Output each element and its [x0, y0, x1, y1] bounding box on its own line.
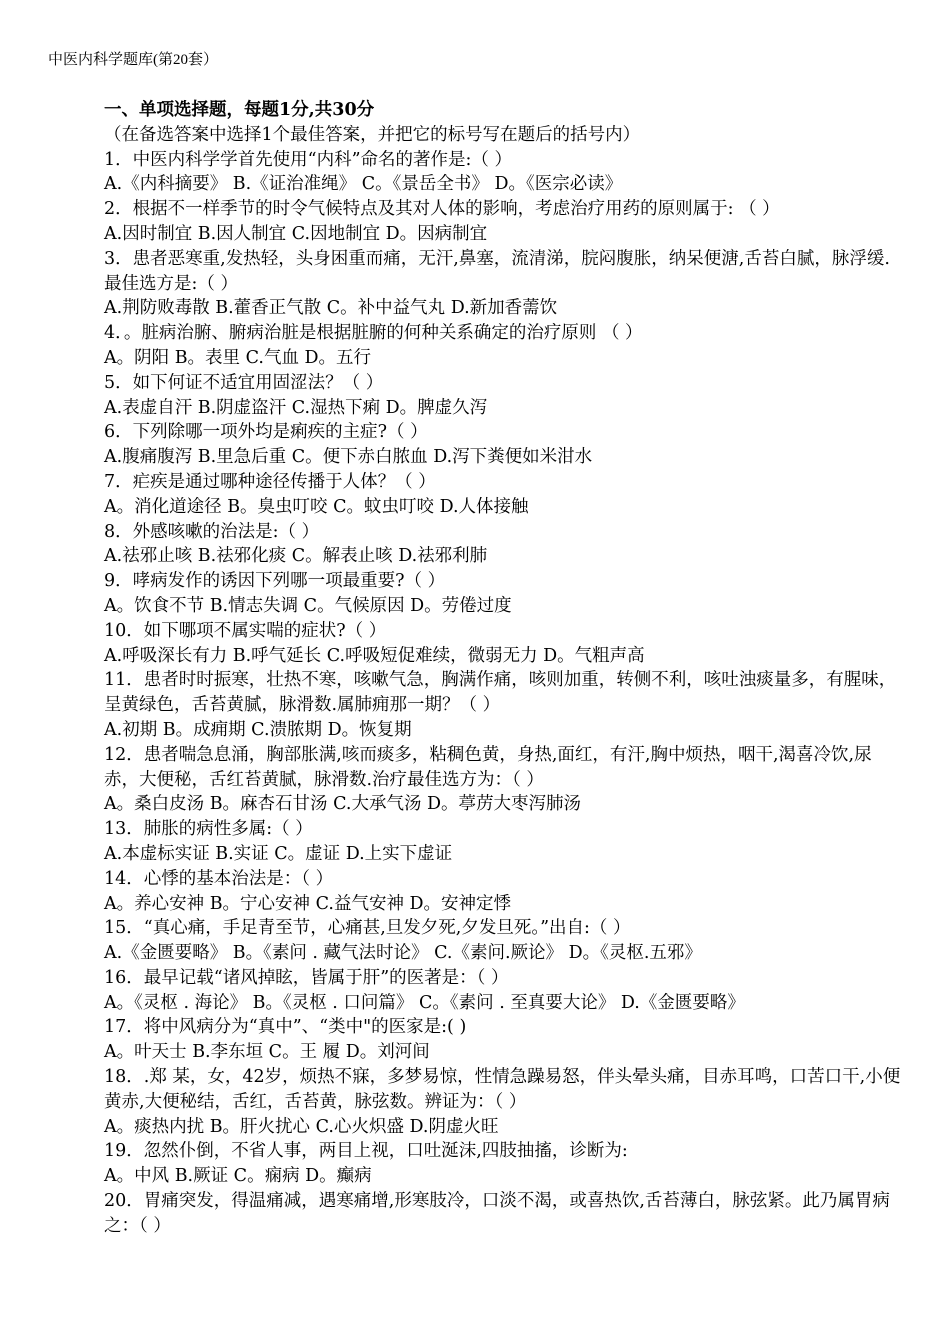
question-text: 11．患者时时振寒，壮热不寒，咳嗽气急，胸满作痛，咳则加重，转侧不利，咳吐浊痰量多，有腥味，呈黄绿色，舌苔黄腻，脉滑数.属肺痈那一期？（ ） [104, 670, 897, 716]
answer-options: A.荆防败毒散 B.藿香正气散 C。补中益气丸 D.新加香薷饮 [104, 298, 558, 319]
question-list [104, 98, 904, 1239]
answer-options: A.呼吸深长有力 B.呼气延长 C.呼吸短促难续，微弱无力 D。气粗声高 [104, 645, 645, 666]
answer-options: A。痰热内扰 B。肝火扰心 C.心火炽盛 D.阴虚火旺 [104, 1116, 499, 1137]
answer-options: A。饮食不节 B.情志失调 C。气候原因 D。劳倦过度 [104, 595, 512, 616]
question-text: 8．外感咳嗽的治法是:（ ） [104, 521, 320, 542]
answer-options: A。叶天士 B.李东垣 C。王 履 D。刘河间 [104, 1042, 430, 1063]
document-title: 中医内科学题库(第20套） [48, 52, 218, 68]
question-text: 6．下列除哪一项外均是痢疾的主症?（ ） [104, 422, 428, 443]
answer-options: A。中风 B.厥证 C。痫病 D。癫病 [104, 1166, 372, 1187]
section-heading-title: 一、单项选择题，每题1分,共30分 [104, 100, 375, 120]
answer-options: A.《内科摘要》 B.《证治准绳》 C。《景岳全书》 D。《医宗必读》 [104, 174, 623, 195]
answer-options: A.本虚标实证 B.实证 C。虚证 D.上实下虚证 [104, 843, 453, 864]
answer-options: A。养心安神 B。宁心安神 C.益气安神 D。安神定悸 [104, 893, 512, 914]
question-text: 14．心悸的基本治法是：（ ） [104, 868, 334, 889]
answer-options: A.因时制宜 B.因人制宜 C.因地制宜 D。因病制宜 [104, 223, 488, 244]
question-text: 4．。脏病治腑、腑病治脏是根据脏腑的何种关系确定的治疗原则 （ ） [104, 323, 643, 344]
question-text: 12．患者喘急息涌，胸部胀满,咳而痰多，粘稠色黄，身热,面红，有汗,胸中烦热，咽干,渴喜冷饮,尿赤，大便秘，舌红苔黄腻，脉滑数.治疗最佳选方为：（ ） [104, 744, 872, 790]
question-text: 16．最早记载“诸风掉眩，皆属于肝”的医著是：（ ） [104, 967, 509, 988]
section-heading [104, 98, 904, 148]
question-text: 5．如下何证不适宜用固涩法？（ ） [104, 372, 384, 393]
question-text: 19．忽然仆倒，不省人事，两目上视，口吐涎沫,四肢抽搐，诊断为: [104, 1141, 628, 1162]
question-text: 1．中医内科学学首先使用“内科”命名的著作是:（ ） [104, 149, 512, 170]
answer-options: A.祛邪止咳 B.祛邪化痰 C。解表止咳 D.祛邪利肺 [104, 546, 488, 567]
question-text: 2．根据不一样季节的时令气候特点及其对人体的影响，考虑治疗用药的原则属于: （ ） [104, 199, 780, 220]
question-text: 18．.郑 某，女，42岁，烦热不寐，多梦易惊，性情急躁易怒，伴头晕头痛，目赤耳鸣，口苦口干,小便黄赤,大便秘结，舌红，舌苔黄，脉弦数。辨证为：（ ） [104, 1067, 901, 1112]
answer-options: A。桑白皮汤 B。麻杏石甘汤 C.大承气汤 D。葶苈大枣泻肺汤 [104, 794, 582, 815]
question-text: 10．如下哪项不属实喘的症状?（ ） [104, 620, 387, 641]
question-text: 13．肺胀的病性多属:（ ） [104, 819, 313, 840]
question-text: 17．将中风病分为“真中”、“类中"的医家是:( ) [104, 1017, 467, 1038]
question-text: 15．“真心痛，手足青至节，心痛甚,旦发夕死,夕发旦死。”出自:（ ） [104, 918, 631, 939]
answer-options: A.表虚自汗 B.阴虚盗汗 C.湿热下痢 D。脾虚久泻 [104, 397, 488, 418]
answer-options: A。《灵枢 . 海论》 B。《灵枢 . 口问篇》 C。《素问 . 至真要大论》 D.《金匮要略》 [104, 992, 745, 1013]
question-text: 7．疟疾是通过哪种途径传播于人体？（ ） [104, 471, 436, 492]
answer-options: A.《金匮要略》 B。《素问 . 藏气法时论》 C.《素问.厥论》 D。《灵枢.五邪》 [104, 943, 702, 964]
question-text: 20．胃痛突发，得温痛减，遇寒痛增,形寒肢冷，口淡不渴，或喜热饮,舌苔薄白，脉弦紧。此乃属胃病之：（ ） [104, 1191, 890, 1236]
section-heading-note: （在备选答案中选择1个最佳答案，并把它的标号写在题后的括号内） [104, 124, 641, 145]
answer-options: A.初期 B。成痈期 C.溃脓期 D。恢复期 [104, 719, 412, 740]
answer-options: A。阴阳 B。表里 C.气血 D。五行 [104, 347, 372, 368]
answer-options: A。消化道途径 B。臭虫叮咬 C。蚊虫叮咬 D.人体接触 [104, 496, 529, 517]
question-text: 3．患者恶寒重,发热轻，头身困重而痛，无汗,鼻塞，流清涕，脘闷腹胀，纳呆便溏,舌苔白腻，脉浮缓.最佳选方是:（ ） [104, 248, 890, 294]
answer-options: A.腹痛腹泻 B.里急后重 C。便下赤白脓血 D.泻下粪便如米泔水 [104, 447, 593, 468]
question-text: 9．哮病发作的诱因下列哪一项最重要?（ ） [104, 571, 446, 592]
